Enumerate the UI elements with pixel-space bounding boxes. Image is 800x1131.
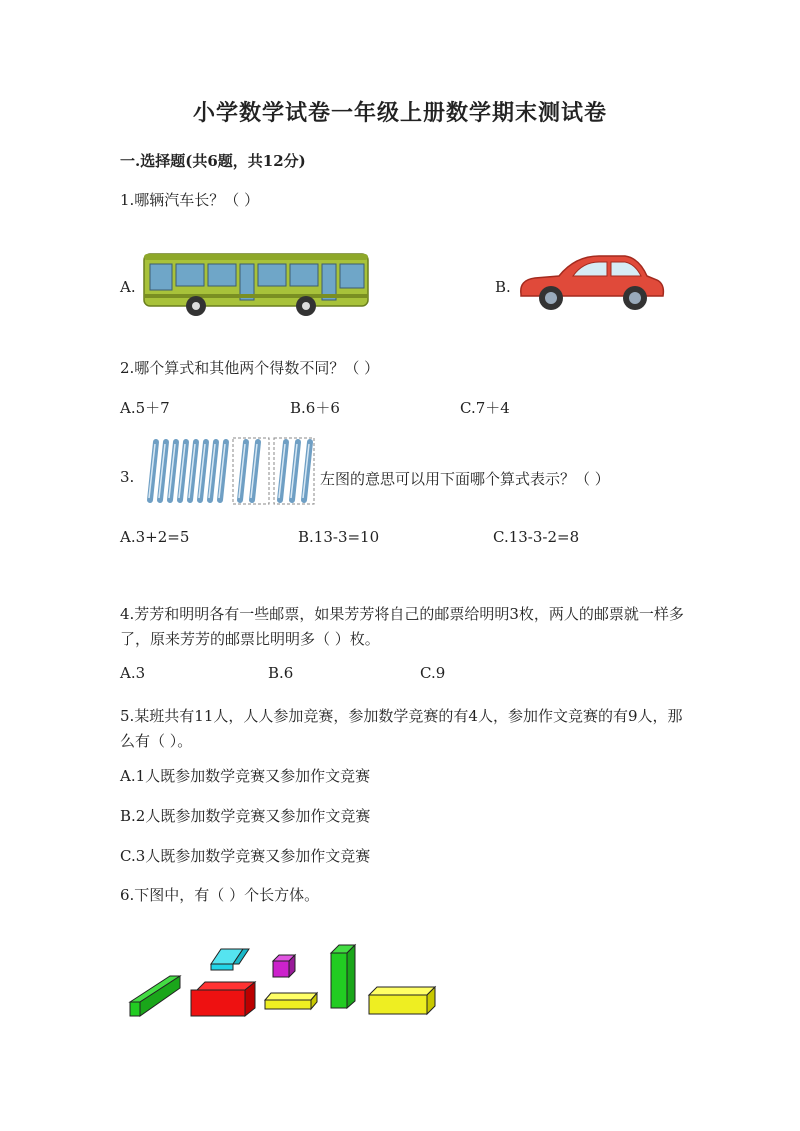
counting-stick (190, 442, 196, 500)
page-title: 小学数学试卷一年级上册数学期末测试卷 (192, 100, 607, 126)
counting-stick (170, 442, 176, 500)
counting-stick (280, 442, 286, 500)
question-5-text: 5.某班共有11人，人人参加竞赛，参加数学竞赛的有4人，参加作文竞赛的有9人，那么有（ ）。 (120, 707, 683, 750)
counting-stick (220, 442, 226, 500)
question-3-text: 左图的意思可以用下面哪个算式表示？（ ） (320, 470, 610, 488)
q3-option-b: B.13-3=10 (298, 528, 380, 546)
yellow-block-shape (369, 987, 435, 1014)
q2-option-b: B.6＋6 (290, 399, 340, 417)
magenta-cube-shape (273, 955, 295, 977)
cyan-slab-shape (211, 949, 249, 970)
q3-option-a: A.3+2=5 (120, 528, 190, 546)
q4-option-a: A.3 (120, 664, 146, 682)
section-heading: 一.选择题(共6题，共12分) (120, 152, 306, 170)
counting-stick (150, 442, 156, 500)
sticks-image (142, 436, 318, 506)
counting-stick (240, 442, 246, 500)
red-block-shape (191, 982, 255, 1016)
q2-option-c: C.7＋4 (460, 399, 510, 417)
question-1-text: 1.哪辆汽车长？（ ） (120, 191, 260, 209)
q5-option-a: A.1人既参加数学竞赛又参加作文竞赛 (120, 767, 371, 785)
q4-option-c: C.9 (420, 664, 446, 682)
q4-option-b: B.6 (268, 664, 294, 682)
question-3-label: 3. (120, 468, 135, 486)
question-6-text: 6.下图中，有（ ）个长方体。 (120, 886, 320, 904)
counting-stick (180, 442, 186, 500)
q1-option-a-label: A. (120, 278, 136, 296)
q2-option-a: A.5＋7 (120, 399, 170, 417)
green-column-shape (331, 945, 355, 1008)
q5-option-b: B.2人既参加数学竞赛又参加作文竞赛 (120, 807, 371, 825)
green-bar-shape (130, 976, 180, 1016)
question-2-text: 2.哪个算式和其他两个得数不同？（ ） (120, 359, 380, 377)
counting-stick (304, 442, 310, 500)
counting-stick (252, 442, 258, 500)
counting-stick (160, 442, 166, 500)
yellow-tile-shape (265, 993, 317, 1009)
question-4-text: 4.芳芳和明明各有一些邮票，如果芳芳将自己的邮票给明明3枚，两人的邮票就一样多了，原来芳芳的邮票比明明多（ ）枚。 (120, 605, 684, 648)
counting-stick (200, 442, 206, 500)
q3-option-c: C.13-3-2=8 (493, 528, 580, 546)
car-image (515, 250, 667, 314)
bus-roof (144, 254, 368, 260)
shapes-image (125, 940, 440, 1025)
bus-image (140, 250, 372, 316)
counting-stick (210, 442, 216, 500)
counting-stick (292, 442, 298, 500)
q5-option-c: C.3人既参加数学竞赛又参加作文竞赛 (120, 847, 371, 865)
q1-option-b-label: B. (495, 278, 511, 296)
